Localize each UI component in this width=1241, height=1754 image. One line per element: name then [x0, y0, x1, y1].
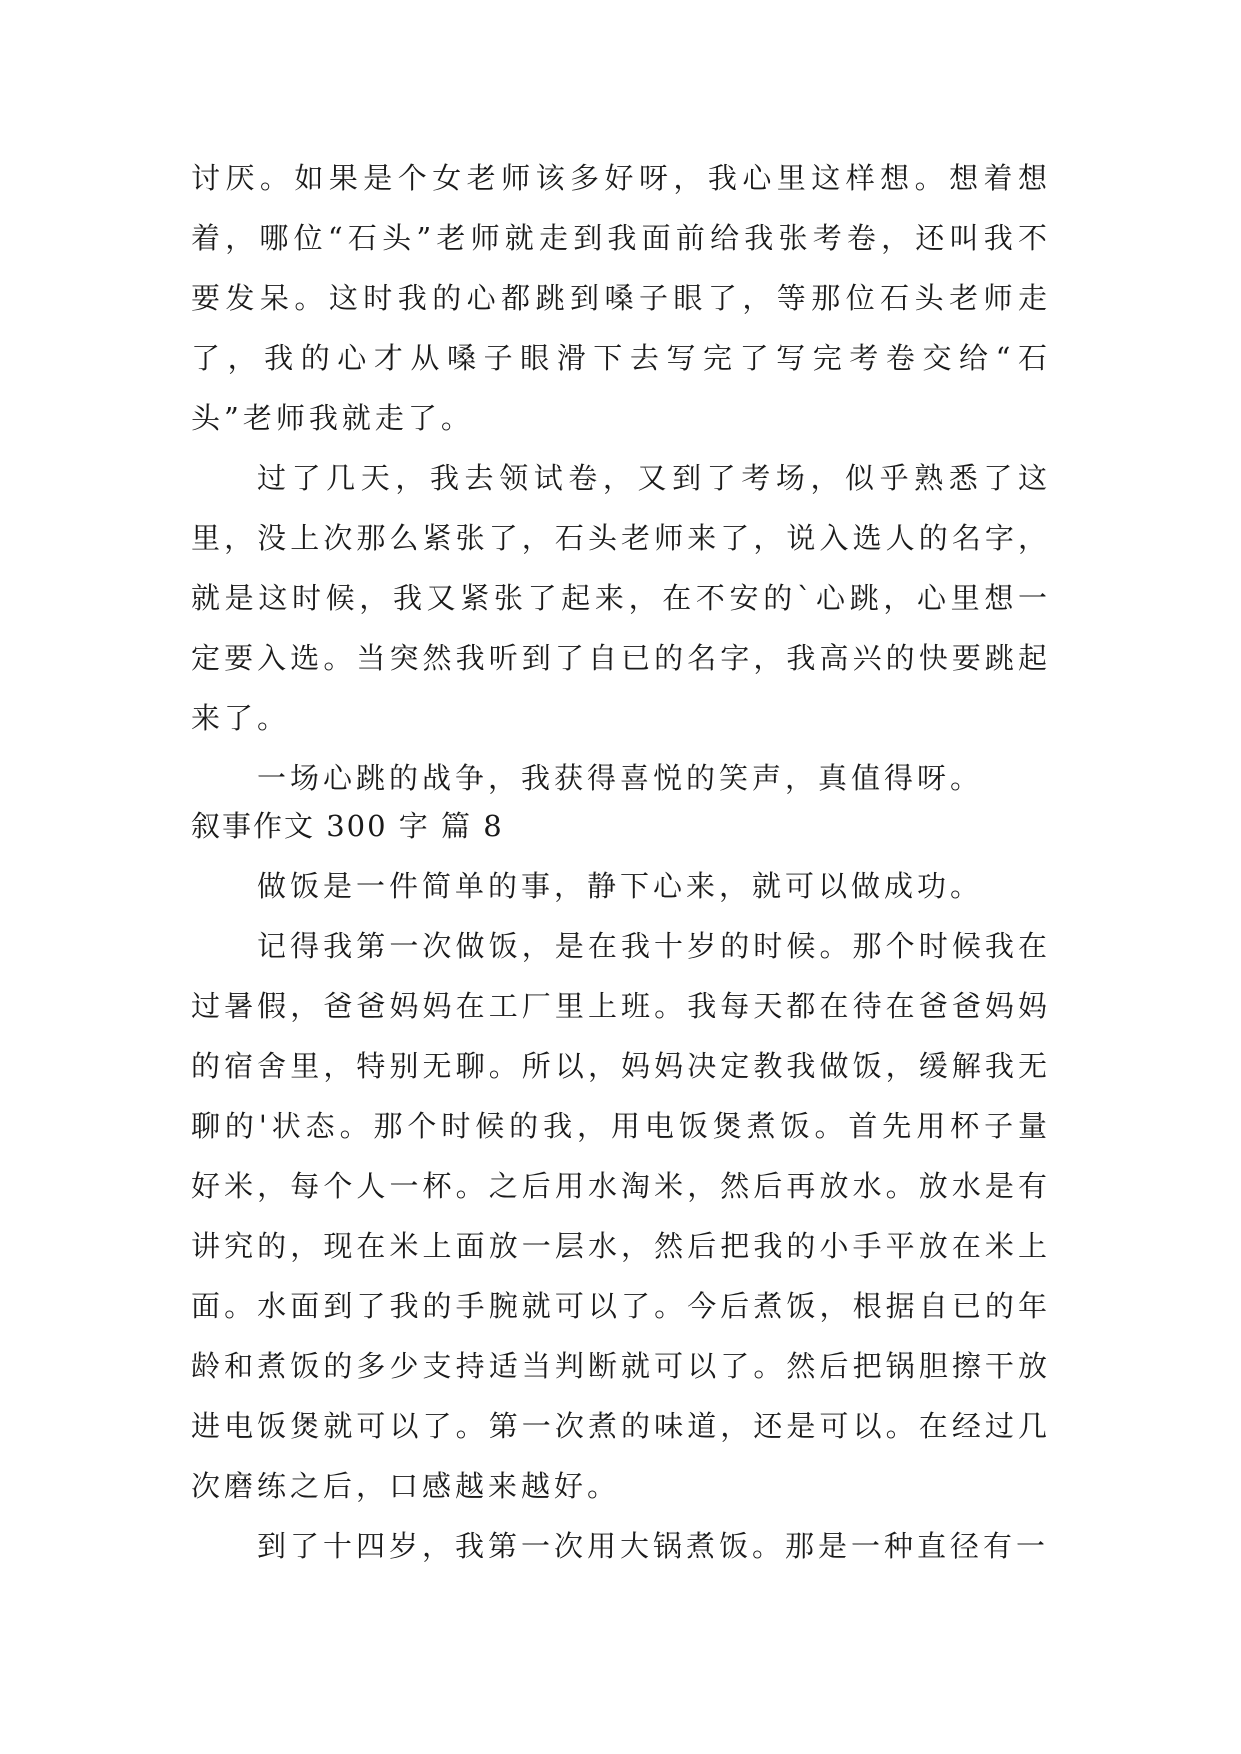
paragraph: 一场心跳的战争，我获得喜悦的笑声，真值得呀。 [257, 761, 984, 795]
section-heading: 叙事作文 300 字 篇 8 [191, 809, 504, 843]
paragraph: 讨厌。如果是个女老师该多好呀，我心里这样想。想着想着，哪位“石头”老师就走到我面前给我张考卷，还叫我不要发呆。这时我的心都跳到嗓子眼了，等那位石头老师走了，我的心才从嗓子眼滑下去写完了写完考卷交给“石头”老师我就走了。 [191, 161, 1051, 435]
paragraph: 过了几天，我去领试卷，又到了考场，似乎熟悉了这里，没上次那么紧张了，石头老师来了，说入选人的名字，就是这时候，我又紧张了起来，在不安的`心跳，心里想一定要入选。当突然我听到了自已的名字，我高兴的快要跳起来了。 [191, 461, 1051, 735]
essay-section [191, 796, 1051, 1576]
paragraph: 做饭是一件简单的事，静下心来，就可以做成功。 [257, 869, 984, 903]
essay-continuation [191, 148, 1051, 808]
paragraph: 记得我第一次做饭，是在我十岁的时候。那个时候我在过暑假，爸爸妈妈在工厂里上班。我每天都在待在爸爸妈妈的宿舍里，特别无聊。所以，妈妈决定教我做饭，缓解我无聊的'状态。那个时候的我，用电饭煲煮饭。首先用杯子量好米，每个人一杯。之后用水淘米，然后再放水。放水是有讲究的，现在米上面放一层水，然后把我的小手平放在米上面。水面到了我的手腕就可以了。今后煮饭，根据自已的年龄和煮饭的多少支持适当判断就可以了。然后把锅胆擦干放进电饭煲就可以了。第一次煮的味道，还是可以。在经过几次磨练之后，口感越来越好。 [191, 929, 1051, 1503]
paragraph: 到了十四岁，我第一次用大锅煮饭。那是一种直径有一 [257, 1529, 1050, 1563]
